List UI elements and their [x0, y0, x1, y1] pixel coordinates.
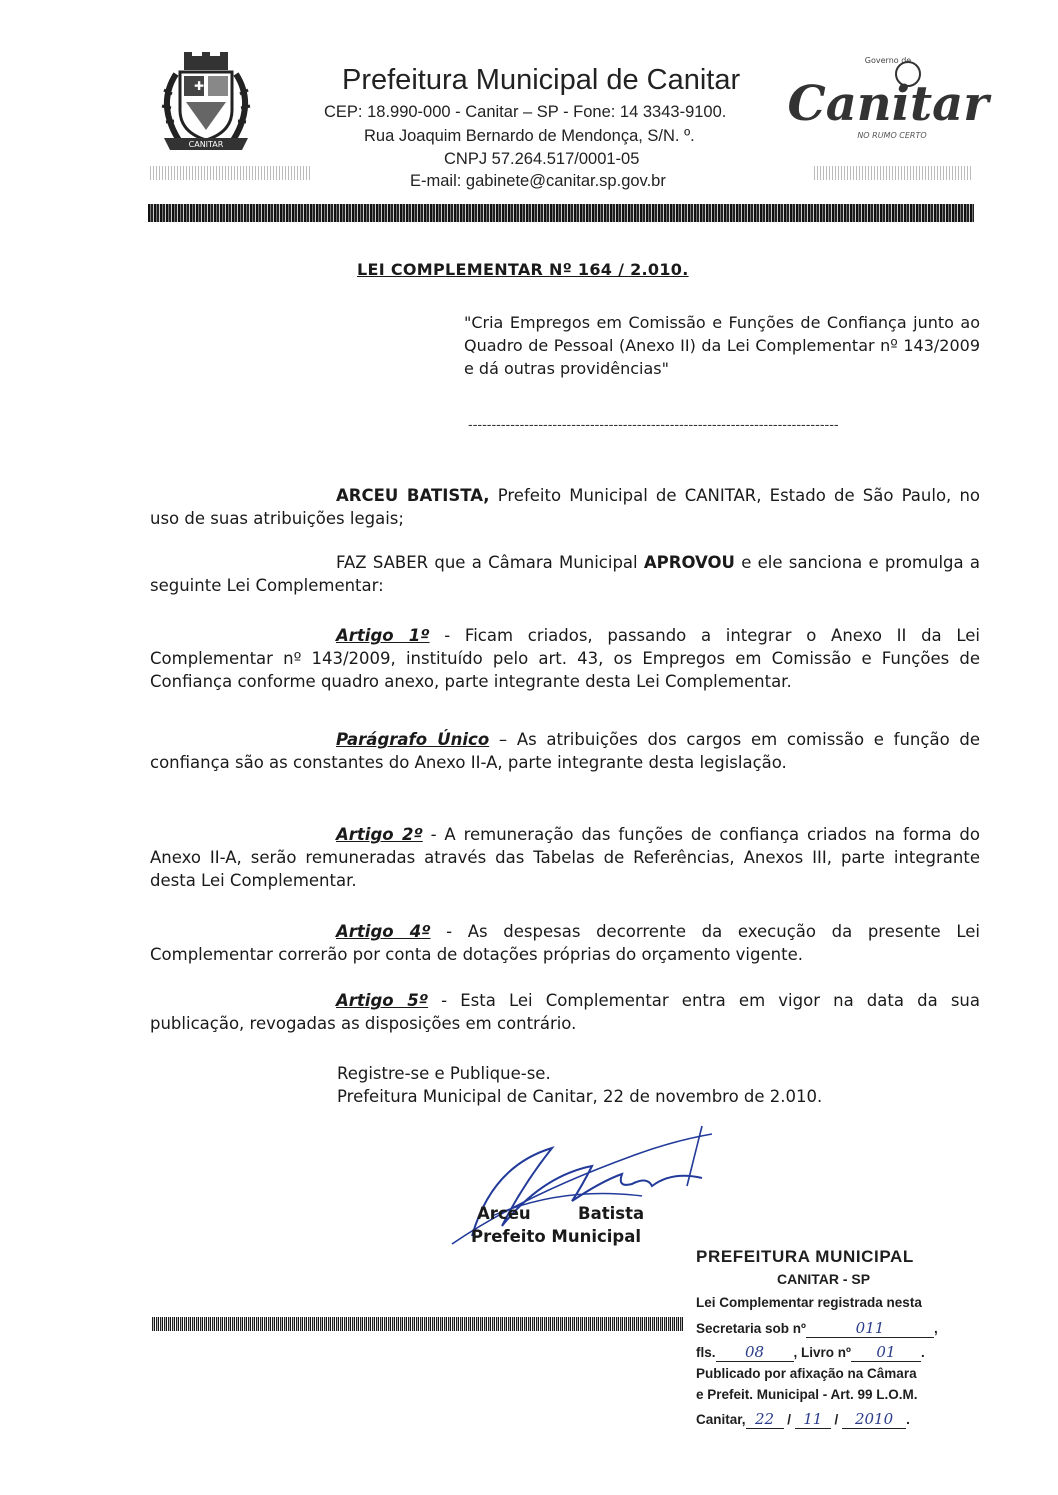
stamp-year: 2010 — [842, 1410, 906, 1429]
law-summary: "Cria Empregos em Comissão e Funções de Confiança junto ao Quadro de Pessoal (Anexo II) da Lei Complementar nº 143/2009 e dá outras providências" — [464, 313, 980, 378]
stamp-date: Canitar, 22 / 11 / 2010 . — [696, 1410, 910, 1428]
registry-number-value: 011 — [806, 1319, 934, 1338]
stamp-heading: PREFEITURA MUNICIPAL — [696, 1247, 914, 1266]
stamp-day: 22 — [746, 1410, 784, 1429]
summary-divider: ------------------------------------------------------------------------------- — [468, 418, 839, 433]
sole-paragraph: Parágrafo Único – As atribuições dos cargos em comissão e função de confiança são as constantes do Anexo II-A, parte integrante desta legislação. — [150, 730, 980, 772]
header-email: E-mail: gabinete@canitar.sp.gov.br — [410, 172, 666, 190]
stamp-folio-book: fls. 08 , Livro nº 01 . — [696, 1343, 925, 1361]
header-divider-band — [148, 204, 974, 222]
logo-wordmark: Canitar — [787, 76, 989, 132]
article-5-label: Artigo 5º — [336, 991, 429, 1010]
article-1-label: Artigo 1º — [336, 626, 430, 645]
municipal-coat-of-arms — [150, 50, 262, 158]
header-title: Prefeitura Municipal de Canitar — [342, 64, 741, 96]
header-address-line-2: Rua Joaquim Bernardo de Mendonça, S/N. º. — [364, 127, 695, 145]
signer-first-name: Arceu — [477, 1204, 531, 1223]
article-4: Artigo 4º - As despesas decorrente da execução da presente Lei Complementar correrão por conta de dotações próprias do orçamento vigente. — [150, 922, 980, 964]
stamp-law-reference: e Prefeit. Municipal - Art. 99 L.O.M. — [696, 1387, 918, 1402]
header-address-line-1: CEP: 18.990-000 - Canitar – SP - Fone: 14 3343-9100. — [324, 103, 727, 121]
svg-text:✚: ✚ — [194, 79, 205, 93]
sole-paragraph-label: Parágrafo Único — [336, 730, 490, 749]
stamp-city: CANITAR - SP — [777, 1271, 871, 1287]
stamp-registered-text: Lei Complementar registrada nesta — [696, 1295, 922, 1310]
signer-last-name: Batista — [578, 1204, 645, 1223]
stamp-month: 11 — [795, 1410, 831, 1429]
article-2-label: Artigo 2º — [336, 825, 423, 844]
signer-role: Prefeito Municipal — [471, 1227, 642, 1246]
mayor-name: ARCEU BATISTA, — [336, 486, 490, 505]
stamp-publication-text: Publicado por afixação na Câmara — [696, 1366, 917, 1381]
logo-slogan: NO RUMO CERTO — [857, 131, 927, 140]
svg-text:Governo de: Governo de — [864, 56, 912, 65]
closing-date-line: Prefeitura Municipal de Canitar, 22 de novembro de 2.010. — [337, 1087, 823, 1106]
closing-register: Registre-se e Publique-se. — [337, 1064, 551, 1083]
right-header-band — [814, 166, 972, 180]
law-title: LEI COMPLEMENTAR Nº 164 / 2.010. — [357, 260, 689, 279]
enactment-paragraph: FAZ SABER que a Câmara Municipal APROVOU e ele sanciona e promulga a seguinte Lei Complementar: — [150, 553, 980, 595]
left-header-band — [150, 166, 310, 180]
article-1: Artigo 1º - Ficam criados, passando a integrar o Anexo II da Lei Complementar nº 143/2009, instituído pelo art. 43, os Empregos em Comissão e Funções de Confiança conforme quadro anexo, parte integrante desta Lei Complementar. — [150, 626, 980, 691]
article-5: Artigo 5º - Esta Lei Complementar entra em vigor na data da sua publicação, revogadas as disposições em contrário. — [150, 991, 980, 1033]
footer-divider-band — [152, 1317, 684, 1331]
folio-value: 08 — [716, 1343, 794, 1362]
article-4-label: Artigo 4º — [336, 922, 431, 941]
canitar-government-logo — [787, 52, 989, 152]
book-value: 01 — [851, 1343, 921, 1362]
stamp-registry-number: Secretaria sob nº 011 , — [696, 1319, 938, 1337]
header-cnpj: CNPJ 57.264.517/0001-05 — [444, 150, 640, 168]
crest-banner-text: CANITAR — [188, 140, 224, 149]
article-2: Artigo 2º - A remuneração das funções de confiança criados na forma do Anexo II-A, serão remuneradas através das Tabelas de Referências, Anexos III, parte integrante desta Lei Complementar. — [150, 825, 980, 890]
preamble-paragraph: ARCEU BATISTA, Prefeito Municipal de CANITAR, Estado de São Paulo, no uso de suas atribuições legais; — [150, 486, 980, 528]
